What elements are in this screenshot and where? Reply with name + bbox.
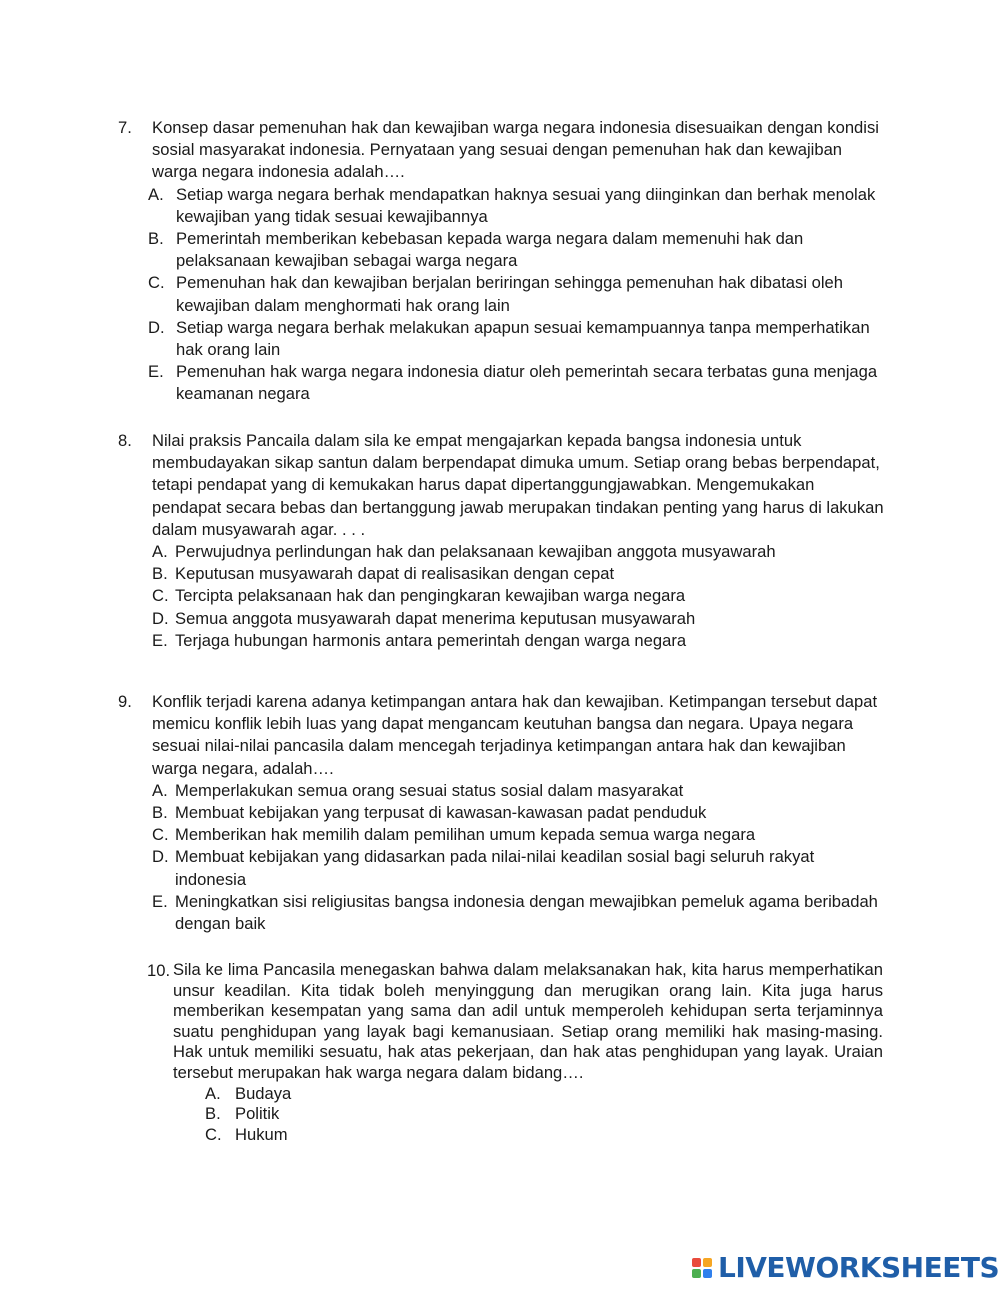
option-text: Setiap warga negara berhak melakukan apapun sesuai kemampuannya tanpa memperhatikan hak orang lain [176, 317, 870, 360]
liveworksheets-logo-icon [692, 1258, 712, 1278]
option-e[interactable] [152, 630, 888, 652]
option-text: Memperlakukan semua orang sesuai status sosial dalam masyarakat [175, 780, 684, 800]
answer-options [152, 541, 888, 652]
option-label: B. [152, 564, 168, 584]
question-text: Nilai praksis Pancaila dalam sila ke empat mengajarkan kepada bangsa indonesia untuk membudayakan sikap santun dalam berpendapat dimuka umum. Setiap orang bebas berpendapat, tetapi pendapat yang di kemukakan harus dapat dipertanggungjawabkan. Mengemukakan pendapat secara bebas dan bertanggung jawab merupakan tindakan penting yang harus di lakukan dalam musyawarah agar. . . . [152, 431, 884, 539]
option-text: Perwujudnya perlindungan hak dan pelaksanaan kewajiban anggota musyawarah [175, 542, 776, 562]
question-number: 8. [118, 431, 132, 450]
option-text: Hukum [235, 1124, 288, 1144]
option-label: A. [205, 1083, 221, 1103]
option-label: D. [148, 317, 165, 337]
option-label: A. [152, 542, 168, 562]
answer-options [205, 1084, 883, 1146]
option-label: D. [152, 847, 169, 867]
option-text: Tercipta pelaksanaan hak dan pengingkaran kewajiban warga negara [175, 586, 686, 606]
option-label: B. [152, 803, 168, 823]
logo-wordmark: LIVEWORKSHEETS [718, 1251, 1000, 1284]
liveworksheets-logo [692, 1252, 999, 1284]
option-a[interactable] [148, 184, 888, 228]
question-9 [118, 691, 888, 935]
option-label: E. [152, 630, 168, 650]
option-label: E. [152, 891, 168, 911]
option-d[interactable] [152, 846, 888, 890]
option-text: Politik [235, 1104, 280, 1124]
option-b[interactable] [152, 563, 888, 585]
option-e[interactable] [152, 891, 888, 935]
option-c[interactable] [152, 824, 888, 846]
option-a[interactable] [152, 541, 888, 563]
option-text: Pemenuhan hak warga negara indonesia diatur oleh pemerintah secara terbatas guna menjaga keamanan negara [176, 362, 878, 404]
option-text: Memberikan hak memilih dalam pemilihan umum kepada semua warga negara [175, 825, 756, 845]
option-text: Meningkatkan sisi religiusitas bangsa indonesia dengan mewajibkan pemeluk agama beribadah dengan baik [175, 891, 878, 934]
answer-options [148, 184, 888, 406]
option-label: E. [148, 362, 164, 382]
logo-square-green [692, 1269, 701, 1278]
option-c[interactable] [205, 1125, 883, 1146]
option-label: B. [205, 1104, 221, 1124]
question-text: Konflik terjadi karena adanya ketimpangan antara hak dan kewajiban. Ketimpangan tersebut dapat memicu konflik lebih luas yang dapat mengancam keutuhan bangsa dan negara. Upaya negara sesuai nilai-nilai pancasila dalam mencegah terjadinya ketimpangan antara hak dan kewajiban warga negara, adalah…. [152, 692, 878, 778]
option-label: A. [148, 184, 164, 204]
option-d[interactable] [148, 317, 888, 361]
option-text: Budaya [235, 1083, 292, 1103]
option-e[interactable] [148, 361, 888, 405]
option-text: Keputusan musyawarah dapat di realisasikan dengan cepat [175, 564, 615, 584]
option-text: Terjaga hubungan harmonis antara pemerintah dengan warga negara [175, 630, 687, 650]
question-text: Konsep dasar pemenuhan hak dan kewajiban warga negara indonesia disesuaikan dengan kondisi sosial masyarakat indonesia. Pernyataan yang sesuai dengan pemenuhan hak dan kewajiban warga negara indonesia adalah…. [152, 118, 879, 182]
option-b[interactable] [205, 1104, 883, 1125]
question-number: 7. [118, 118, 132, 137]
option-d[interactable] [152, 608, 888, 630]
question-10 [147, 960, 883, 1145]
option-text: Membuat kebijakan yang didasarkan pada nilai-nilai keadilan sosial bagi seluruh rakyat indonesia [175, 847, 815, 889]
option-text: Pemenuhan hak dan kewajiban berjalan beriringan sehingga pemenuhan hak dibatasi oleh kewajiban dalam menghormati hak orang lain [176, 273, 843, 315]
option-label: C. [148, 273, 165, 293]
answer-options [152, 780, 888, 935]
question-8 [118, 430, 888, 652]
option-label: C. [152, 586, 169, 606]
option-label: B. [148, 229, 164, 249]
option-text: Semua anggota musyawarah dapat menerima keputusan musyawarah [175, 608, 696, 628]
option-text: Setiap warga negara berhak mendapatkan haknya sesuai yang diinginkan dan berhak menolak kewajiban yang tidak sesuai kewajibannya [176, 184, 876, 226]
option-a[interactable] [152, 780, 888, 802]
option-label: D. [152, 608, 169, 628]
logo-square-red [692, 1258, 701, 1267]
option-label: C. [205, 1124, 222, 1144]
logo-square-orange [703, 1258, 712, 1267]
question-number: 10. [147, 961, 171, 980]
option-text: Membuat kebijakan yang terpusat di kawasan-kawasan padat penduduk [175, 803, 707, 823]
option-label: A. [152, 780, 168, 800]
option-b[interactable] [152, 802, 888, 824]
option-c[interactable] [152, 585, 888, 607]
question-number: 9. [118, 692, 132, 711]
option-a[interactable] [205, 1084, 883, 1105]
question-7 [118, 117, 888, 406]
question-text: Sila ke lima Pancasila menegaskan bahwa dalam melaksanakan hak, kita harus memperhatikan unsur keadilan. Kita tidak boleh menyinggung dan merugikan orang lain. Kita juga harus memberikan kesempatan yang sama dan adil untuk memperoleh kehidupan serta terjaminnya suatu penghidupan yang layak bagi kemanusiaan. Setiap orang memiliki hak masing-masing. Hak untuk memiliki sesuatu, hak atas pekerjaan, dan hak atas penghidupan yang layak. Uraian tersebut merupakan hak warga negara dalam bidang…. [173, 960, 883, 1082]
option-b[interactable] [148, 228, 888, 272]
option-text: Pemerintah memberikan kebebasan kepada warga negara dalam memenuhi hak dan pelaksanaan kewajiban sebagai warga negara [176, 229, 804, 271]
option-label: C. [152, 825, 169, 845]
logo-square-blue [703, 1269, 712, 1278]
option-c[interactable] [148, 272, 888, 316]
